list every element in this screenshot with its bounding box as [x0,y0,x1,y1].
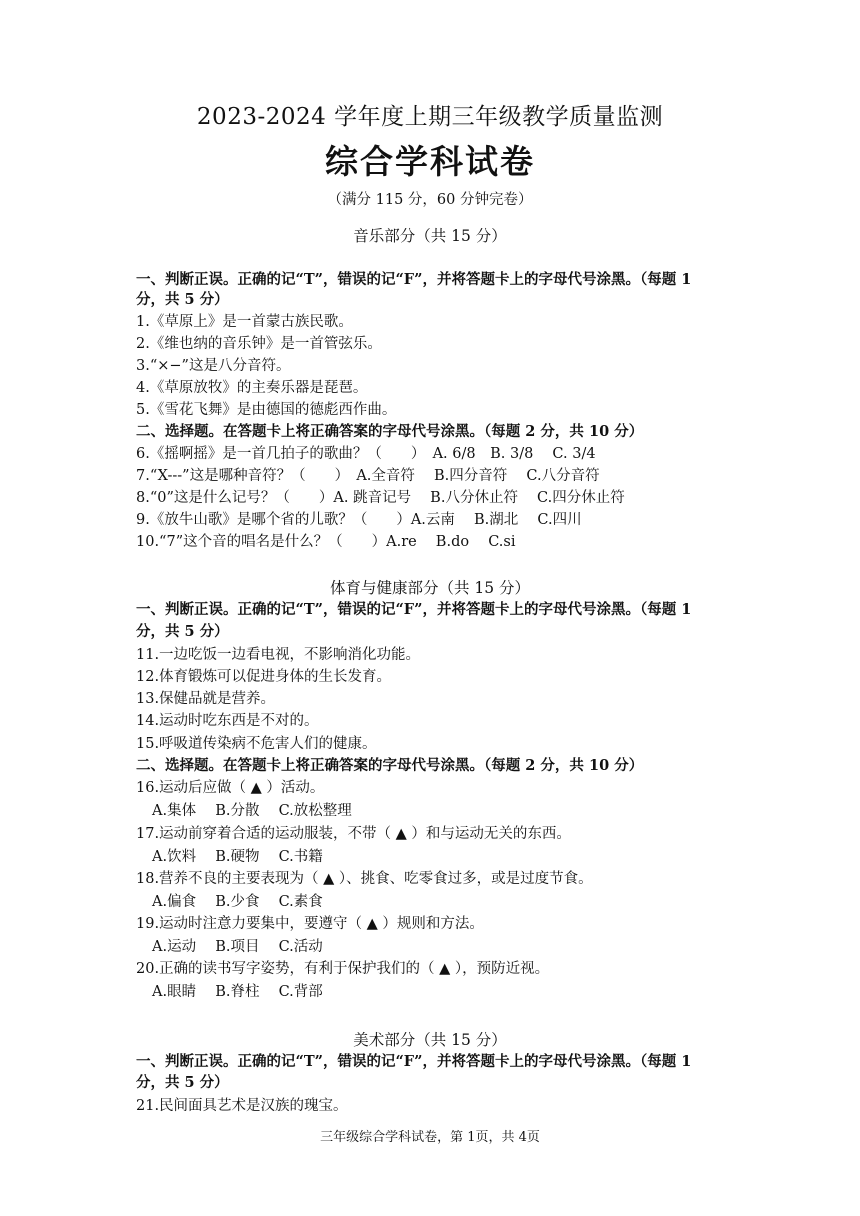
exam-subtitle: （满分 115 分，60 分钟完卷） [327,192,533,208]
question-2: 2.《维也纳的音乐钟》是一首管弦乐。 [136,336,382,352]
question-20-options: A.眼睛 B.脊柱 C.背部 [152,984,323,1000]
question-20: 20.正确的读书写字姿势，有利于保护我们的（ ▲ ），预防近视。 [136,961,550,977]
question-12: 12.体育锻炼可以促进身体的生长发育。 [136,669,392,685]
art-section-heading: 美术部分（共 15 分） [353,1031,507,1049]
music-part1-instruction: 一、判断正误。正确的记“T”，错误的记“F”，并将答题卡上的字母代号涂黑。（每题 1 [136,271,692,288]
question-19: 19.运动时注意力要集中，要遵守（ ▲ ）规则和方法。 [136,916,484,932]
question-16-options: A.集体 B.分散 C.放松整理 [152,803,352,819]
pe-part1-instruction-cont: 分，共 5 分） [136,623,229,640]
art-part1-instruction-cont: 分，共 5 分） [136,1074,229,1091]
question-16: 16.运动后应做（ ▲ ）活动。 [136,780,325,796]
question-3: 3.“×−”这是八分音符。 [136,358,291,374]
question-1: 1.《草原上》是一首蒙古族民歌。 [136,314,353,330]
question-4: 4.《草原放牧》的主奏乐器是琵琶。 [136,380,368,396]
question-10: 10.“7”这个音的唱名是什么？（ ）A.re B.do C.si [136,534,516,550]
question-6: 6.《摇啊摇》是一首几拍子的歌曲？（ ） A. 6/8 B. 3/8 C. 3/4 [136,446,596,462]
exam-title-line2: 综合学科试卷 [325,142,535,181]
music-part1-instruction-cont: 分，共 5 分） [136,291,229,308]
question-9: 9.《放牛山歌》是哪个省的儿歌？（ ）A.云南 B.湖北 C.四川 [136,512,582,528]
pe-part1-instruction: 一、判断正误。正确的记“T”，错误的记“F”，并将答题卡上的字母代号涂黑。（每题 1 [136,601,692,618]
question-21: 21.民间面具艺术是汉族的瑰宝。 [136,1098,348,1114]
question-18: 18.营养不良的主要表现为（ ▲ ）、挑食、吃零食过多，或是过度节食。 [136,871,593,887]
question-17-options: A.饮料 B.硬物 C.书籍 [152,849,323,865]
question-15: 15.呼吸道传染病不危害人们的健康。 [136,736,377,752]
art-part1-instruction: 一、判断正误。正确的记“T”，错误的记“F”，并将答题卡上的字母代号涂黑。（每题 1 [136,1053,692,1070]
exam-title-line1: 2023-2024 学年度上期三年级教学质量监测 [196,104,664,130]
question-18-options: A.偏食 B.少食 C.素食 [152,894,323,910]
music-section-heading: 音乐部分（共 15 分） [353,227,507,245]
question-7: 7.“X---”这是哪种音符？（ ） A.全音符 B.四分音符 C.八分音符 [136,468,600,484]
question-19-options: A.运动 B.项目 C.活动 [152,939,323,955]
page-footer: 三年级综合学科试卷，第 1页，共 4页 [320,1130,540,1145]
question-13: 13.保健品就是营养。 [136,691,276,707]
pe-part2-instruction: 二、选择题。在答题卡上将正确答案的字母代号涂黑。（每题 2 分，共 10 分） [136,757,644,774]
question-5: 5.《雪花飞舞》是由德国的德彪西作曲。 [136,402,397,418]
question-8: 8.“0”这是什么记号？（ ）A. 跳音记号 B.八分休止符 C.四分休止符 [136,490,625,506]
music-part2-instruction: 二、选择题。在答题卡上将正确答案的字母代号涂黑。（每题 2 分，共 10 分） [136,423,644,440]
question-14: 14.运动时吃东西是不对的。 [136,713,319,729]
question-11: 11.一边吃饭一边看电视，不影响消化功能。 [136,647,421,663]
pe-section-heading: 体育与健康部分（共 15 分） [329,579,531,597]
question-17: 17.运动前穿着合适的运动服装，不带（ ▲ ）和与运动无关的东西。 [136,826,571,842]
